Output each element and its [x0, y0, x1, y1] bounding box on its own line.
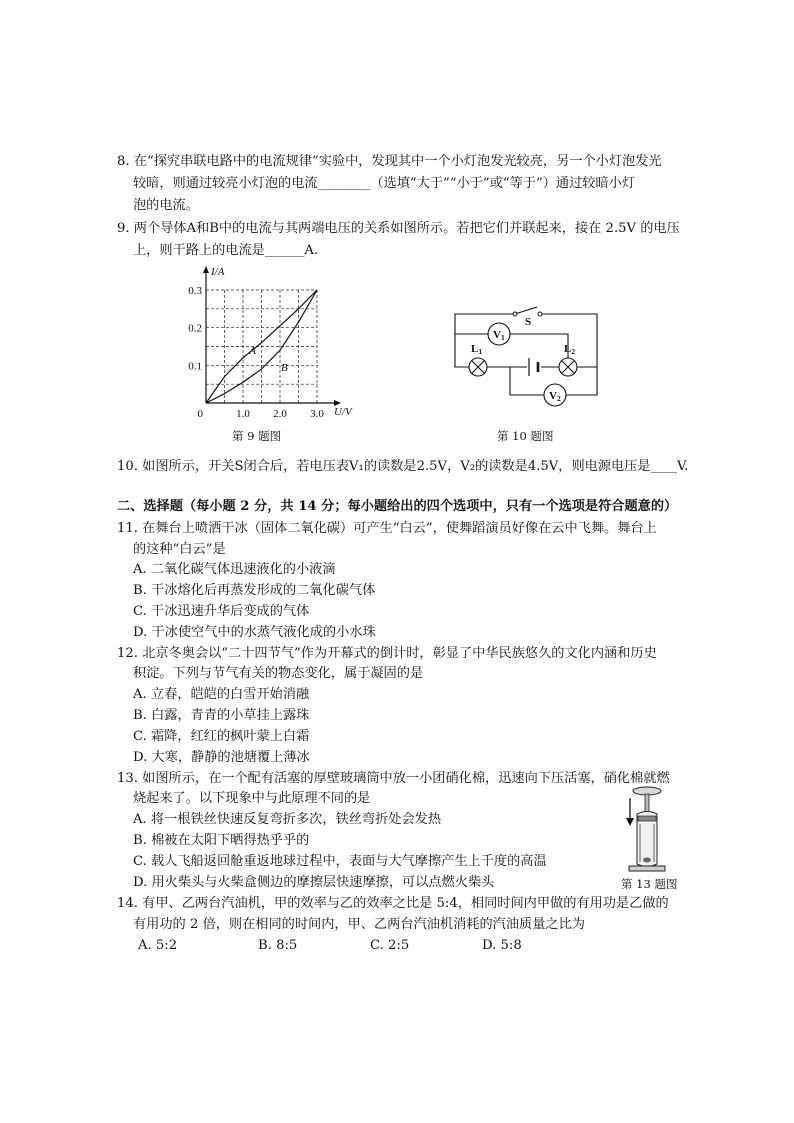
q12-option-b: B. 白露，青青的小草挂上露珠 [133, 708, 310, 723]
fig10-switch-blade [515, 307, 537, 314]
fig13-piston-head [638, 816, 656, 821]
q13-option-d: D. 用火柴头与火柴盒侧边的摩擦层快速摩擦，可以点燃火柴头 [133, 875, 495, 890]
fig9-y-tick-label: 0.3 [188, 285, 202, 297]
q14-option-a: A. 5:2 [138, 938, 178, 953]
q11-option-d: D. 干冰使空气中的水蒸气液化成的小水珠 [133, 625, 376, 640]
q13-line-1: 13. 如图所示，在一个配有活塞的厚壁玻璃筒中放一小团硝化棉，迅速向下压活塞，硝化棉就燃 [117, 771, 670, 786]
fig9-series-label-a: A [249, 344, 256, 357]
q11-option-b: B. 干冰熔化后再蒸发形成的二氧化碳气体 [133, 583, 376, 598]
fig10-l1-label: L1 [471, 343, 483, 356]
fig9-y-tick-label: 0.1 [188, 360, 202, 373]
q11-option-c: C. 干冰迅速升华后变成的气体 [133, 604, 310, 619]
fig10-switch-contact-right [538, 312, 542, 316]
fig10-v1-label: V1 [493, 329, 505, 342]
fig9-series-label-b: B [281, 361, 288, 374]
fig9-origin-label: 0 [197, 408, 203, 420]
q11-option-a: A. 二氧化碳气体迅速液化的小液滴 [133, 562, 336, 577]
fig10-wire-left-down [455, 334, 469, 367]
fig9-axes [203, 266, 341, 406]
fig10-circuit [445, 298, 610, 413]
q14-option-b: B. 8:5 [258, 938, 298, 953]
q13-line-2: 烧起来了。以下现象中与此原理不同的是 [133, 791, 371, 806]
q9-line-2: 上，则干路上的电流是______A. [133, 243, 319, 258]
fig10-wire-top-right [540, 314, 597, 334]
q13-option-a: A. 将一根铁丝快速反复弯折多次，铁丝弯折处会发热 [133, 812, 442, 827]
fig9-y-tick-label: 0.2 [188, 322, 202, 335]
fig13-piston-cylinder [620, 786, 670, 874]
fig10-lamp-l1 [469, 358, 487, 376]
q10-line-1: 10. 如图所示，开关S闭合后，若电压表V₁的读数是2.5V，V₂的读数是4.5V，则电源电压是____V. [117, 459, 689, 474]
q8-line-3: 泡的电流。 [133, 198, 199, 213]
q8-line-1: 8. 在“探究串联电路中的电流规律”实验中，发现其中一个小灯泡发光较亮，另一个小灯泡发光 [117, 154, 662, 169]
q12-option-a: A. 立春，皑皑的白雪开始消融 [133, 687, 310, 702]
fig10-v2-label: V2 [549, 390, 561, 403]
q12-line-1: 12. 北京冬奥会以“二十四节气”作为开幕式的倒计时，彰显了中华民族悠久的文化内涵和历史 [117, 646, 657, 661]
fig9-labels [188, 266, 353, 420]
q13-option-b: B. 棉被在太阳下晒得热乎乎的 [133, 833, 310, 848]
fig13-arrow-head [626, 818, 634, 826]
q13-option-c: C. 载人飞船返回舱重返地球过程中，表面与大气摩擦产生上千度的高温 [133, 854, 547, 869]
fig13-cotton [643, 858, 651, 863]
q14-line-1: 14. 有甲、乙两台汽油机，甲的效率与乙的效率之比是 5:4，相同时间内甲做的有用功是乙做的 [117, 896, 669, 911]
q12-line-2: 积淀。下列与节气有关的物态变化，属于凝固的是 [133, 666, 424, 681]
q14-option-c: C. 2:5 [370, 938, 410, 953]
q8-line-2: 较暗，则通过较亮小灯泡的电流________（选填“大于”“小于”或“等于”）通过较暗小灯 [133, 176, 636, 191]
fig10-lamp-l2 [559, 358, 577, 376]
q14-line-2: 有用功的 2 倍，则在相同的时间内，甲、乙两台汽油机消耗的汽油质量之比为 [133, 917, 585, 932]
q12-option-d: D. 大寒，静静的池塘覆上薄冰 [133, 750, 310, 765]
fig13-base [629, 866, 665, 871]
section2-title: 二、选择题（每小题 2 分，共 14 分；每小题给出的四个选项中，只有一个选项是符合题意的） [117, 499, 678, 514]
fig10-caption: 第 10 题图 [497, 429, 554, 443]
fig10-switch-contact-left [513, 312, 517, 316]
q9-line-1: 9. 两个导体A和B中的电流与其两端电压的关系如图所示。若把它们并联起来，接在 2.5V 的电压 [117, 221, 680, 236]
fig9-x-tick-label: 2.0 [273, 408, 287, 420]
fig9-y-axis-label: I/A [211, 266, 225, 278]
fig9-x-tick-label: 1.0 [236, 408, 250, 420]
q11-line-1: 11. 在舞台上喷洒干冰（固体二氧化碳）可产生“白云”，使舞蹈演员好像在云中飞舞。舞台上 [117, 521, 657, 536]
fig9-y-axis-arrow [203, 266, 209, 273]
fig9-x-axis-label: U/V [334, 406, 352, 418]
fig9-chart [175, 262, 370, 422]
q12-option-c: C. 霜降，红红的枫叶蒙上白霜 [133, 729, 310, 744]
fig9-x-tick-label: 3.0 [310, 408, 324, 420]
q14-option-d: D. 5:8 [482, 938, 522, 953]
fig10-wire-right-up [577, 334, 597, 367]
fig10-switch-label: S [525, 316, 532, 328]
fig10-l2-label: L2 [564, 343, 576, 356]
fig13-caption: 第 13 题图 [621, 877, 678, 891]
q11-line-2: 的这种“白云”是 [133, 542, 226, 557]
fig9-caption: 第 9 题图 [232, 429, 282, 443]
